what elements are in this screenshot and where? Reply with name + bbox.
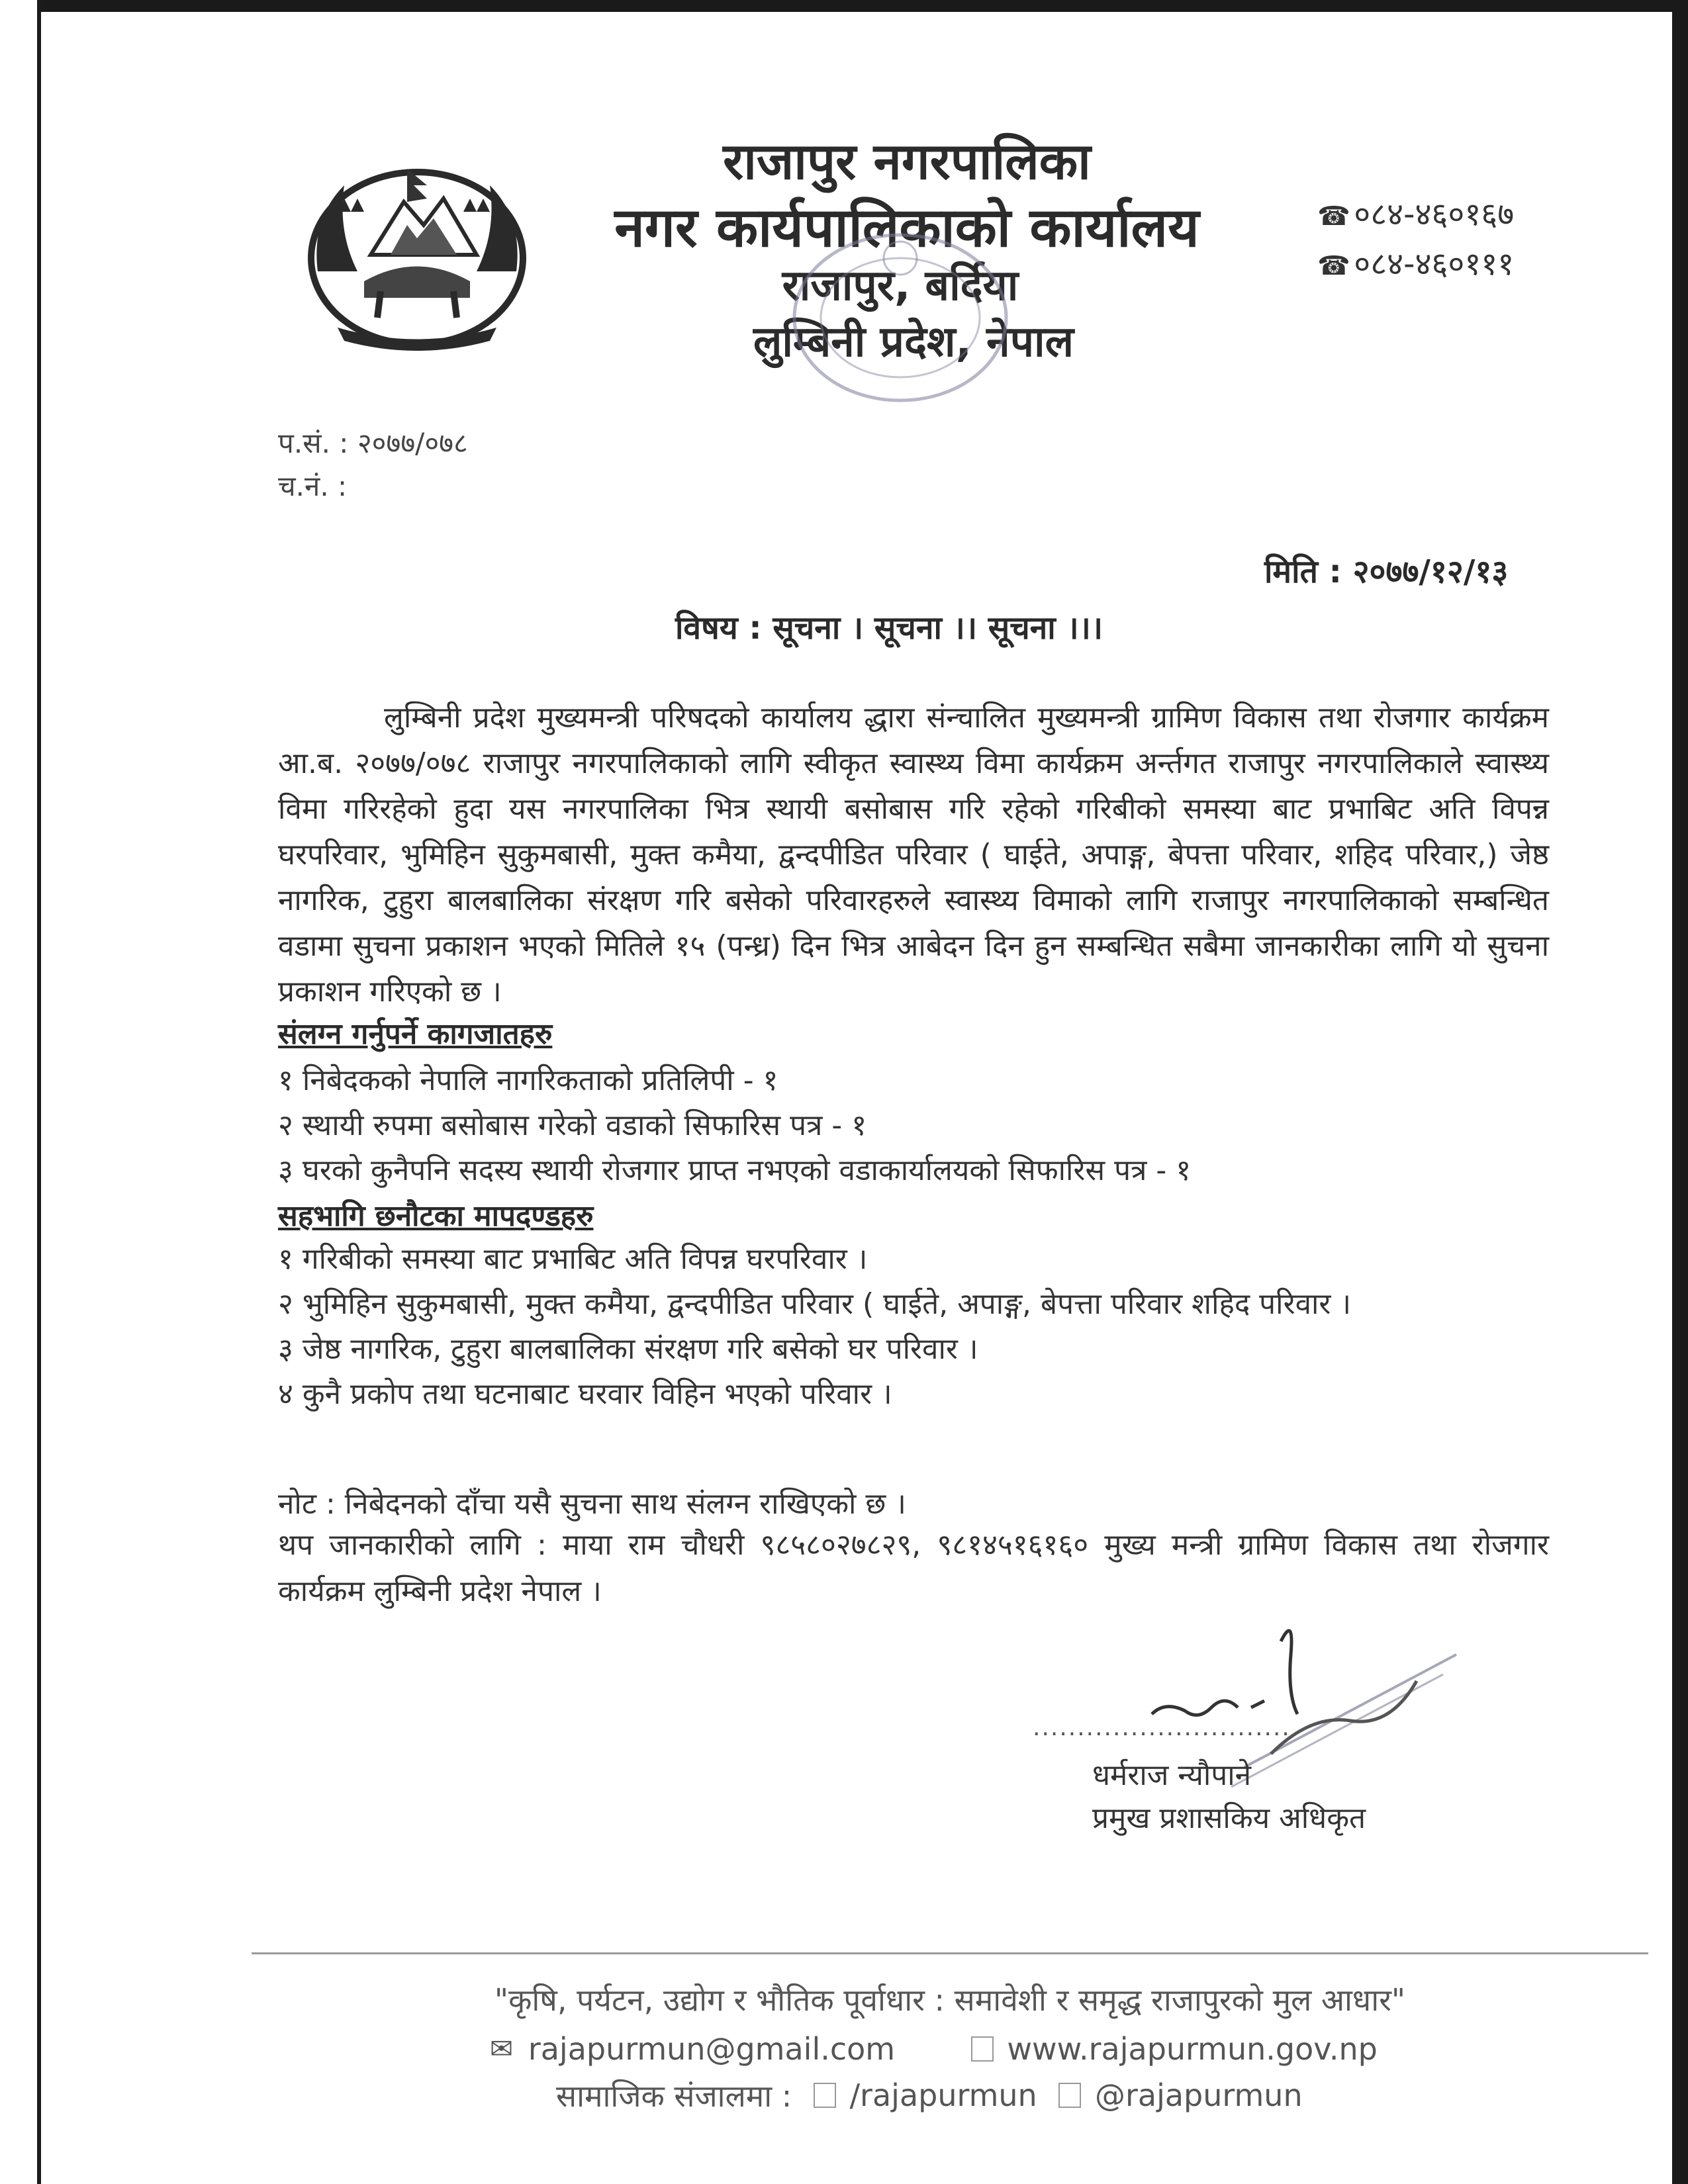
list-item: ३ जेष्ठ नागरिक, टुहुरा बालबालिका संरक्षण गरि बसेको घर परिवार । (278, 1332, 978, 1366)
documents-list (278, 1059, 1191, 1194)
note-line: नोट : निबेदनको दाँचा यसै सुचना साथ संलग्न राखिएको छ । (278, 1487, 906, 1521)
twitter-handle[interactable]: @rajapurmun (1094, 2077, 1303, 2113)
more-info: थप जानकारीको लागि : माया राम चौधरी ९८५८०२७८२९, ९८१४५१६१६० मुख्य मन्त्री ग्रामिण विकास तथा रोजगार कार्यक्रम लुम्बिनी प्रदेश नेपाल । (278, 1528, 1549, 1608)
list-item: ४ कुनै प्रकोप तथा घटनाबाट घरवार विहिन भएको परिवार । (278, 1377, 892, 1411)
date-value: २०७७/१२/१३ (1352, 553, 1509, 590)
footer-contacts (490, 2028, 1378, 2067)
dispatch-number (278, 467, 347, 504)
list-item: ३ घरको कुनैपनि सदस्य स्थायी रोजगार प्राप्त नभएको वडाकार्यालयको सिफारिस पत्र - १ (278, 1154, 1192, 1187)
list-item: १ गरिबीको समस्या बाट प्रभाबिट अति विपन्न घरपरिवार । (278, 1242, 868, 1276)
phone-numbers (1317, 192, 1514, 291)
facebook-icon (814, 2083, 836, 2108)
notice-body: लुम्बिनी प्रदेश मुख्यमन्त्री परिषदको कार्यालय द्धारा संन्चालित मुख्यमन्त्री ग्रामिण विकास तथा रोजगार कार्यक्रम आ.ब. २०७७/०७८ राजापुर नगरपालिकाको लागि स्वीकृत स्वास्थ्य विमा कार्यक्रम अर्न्तगत राजापुर नगरपालिकाले स्वास्थ्य विमा गरिरहेको हुदा यस नगरपालिका भित्र स्थायी बसोबास गरि रहेको गरिबीको समस्या बाट प्रभाबिट अति विपन्न घरपरिवार, भुमिहिन सुकुमबासी, मुक्त कमैया, द्वन्दपीडित परिवार ( घाईते, अपाङ्ग, बेपत्ता परिवार, शहिद परिवार,) जेष्ठ नागरिक, टुहुरा बालबालिका संरक्षण गरि बसेको परिवारहरुले स्वास्थ्य विमाको लागि राजापुर नगरपालिकाको सम्बन्धित वडामा सुचना प्रकाशन भएको मितिले १५ (पन्ध्र) दिन भित्र आबेदन दिन हुन सम्बन्धित सबैमा जानकारीका लागि यो सुचना प्रकाशन गरिएको छ । (278, 701, 1549, 1009)
ps-label: प.सं. : (278, 427, 349, 459)
scan-border-top (0, 0, 1688, 12)
scan-border-right (1672, 0, 1688, 2184)
cn-label: च.नं. : (278, 470, 348, 502)
footer-divider (252, 1952, 1648, 1954)
list-item: २ भुमिहिन सुकुमबासी, मुक्त कमैया, द्वन्दपीडित परिवार ( घाईते, अपाङ्ग, बेपत्ता परिवार शहिद परिवार । (278, 1287, 1352, 1321)
social-label: सामाजिक संजालमा : (556, 2078, 792, 2114)
signatory-title: प्रमुख प्रशासकिय अधिकृत (1092, 1801, 1366, 1835)
phone-line-2 (1317, 242, 1514, 291)
phone-icon: ☎ (1317, 201, 1350, 232)
subject-line: विषय : सूचना । सूचना ।। सूचना ।।। (675, 610, 1103, 647)
signatory-name: धर्मराज न्यौपाने (1092, 1758, 1252, 1792)
phone-number-2: ०८४-४६०१११ (1354, 246, 1515, 283)
phone-number-1: ०८४-४६०१६७ (1354, 196, 1515, 233)
signature-line: ............................. (1033, 1714, 1291, 1741)
website-link[interactable]: www.rajapurmun.gov.np (1007, 2030, 1378, 2067)
email-link[interactable]: rajapurmun@gmail.com (528, 2030, 896, 2067)
phone-line-1 (1317, 192, 1514, 242)
phone-icon: ☎ (1317, 251, 1350, 281)
criteria-list (278, 1238, 1351, 1418)
reference-number (278, 424, 468, 461)
twitter-icon (1058, 2083, 1081, 2108)
office-name: नगर कार्यपालिकाको कार्यालय (614, 197, 1199, 259)
municipality-name: राजापुर नगरपालिका (723, 132, 1091, 191)
office-stamp (774, 218, 1026, 417)
footer-motto: "कृषि, पर्यटन, उद्योग र भौतिक पूर्वाधार : समावेशी र समृद्ध राजापुरको मुल आधार" (494, 1982, 1406, 2018)
list-item: १ निबेदकको नेपालि नागरिकताको प्रतिलिपी - १ (278, 1064, 778, 1097)
list-item: २ स्थायी रुपमा बसोबास गरेको वडाको सिफारिस पत्र - १ (278, 1109, 867, 1142)
date-label: मिति : (1264, 553, 1342, 590)
footer-social (556, 2075, 1303, 2116)
web-icon (971, 2036, 994, 2062)
criteria-heading: सहभागि छनौटका मापदण्डहरु (278, 1199, 594, 1233)
ps-value: २०७७/०७८ (357, 427, 468, 459)
nepal-emblem-logo (291, 139, 543, 357)
facebook-handle[interactable]: /rajapurmun (849, 2077, 1037, 2113)
letter-date (1264, 549, 1508, 592)
scan-border-left (0, 0, 41, 2184)
office-location: राजापुर, बर्दिया (782, 261, 1019, 310)
mail-icon: ✉ (490, 2032, 514, 2065)
province-country: लुम्बिनी प्रदेश, नेपाल (753, 318, 1074, 367)
documents-heading: संलग्न गर्नुपर्ने कागजातहरु (278, 1017, 553, 1051)
